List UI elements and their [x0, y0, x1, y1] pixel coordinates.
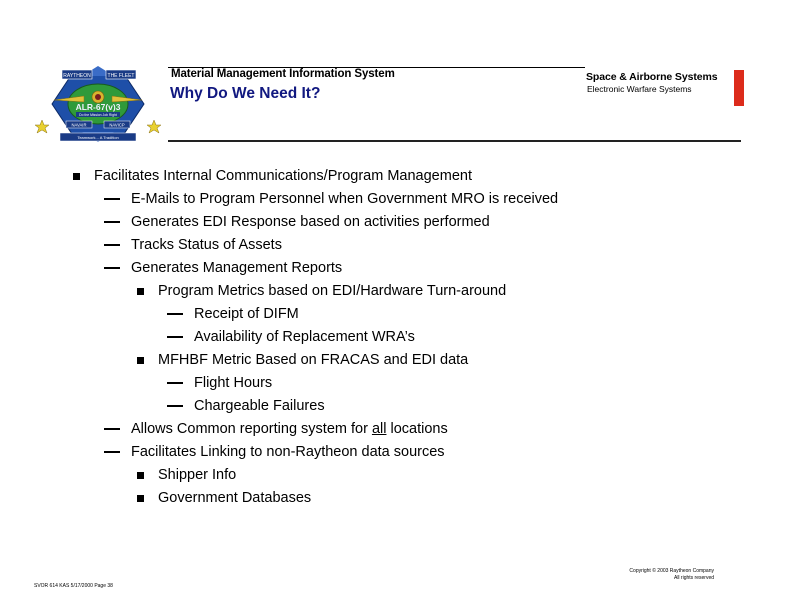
dash-bullet-icon — [104, 267, 120, 269]
footer-page-ref: SVOR 614 KAS 5/17/2000 Page 38 — [34, 583, 113, 589]
bullet-item — [137, 489, 311, 507]
square-bullet-icon — [137, 357, 144, 364]
bullet-text: Shipper Info — [158, 467, 237, 483]
square-bullet-icon — [137, 288, 144, 295]
bullet-text: Facilitates Internal Communications/Program Management — [94, 168, 472, 184]
system-title: Material Management Information System — [171, 68, 395, 80]
bullet-item — [73, 167, 472, 185]
program-logo — [32, 66, 164, 142]
logo-bottom: Teamwork... A Tradition — [77, 135, 119, 140]
brand-accent-bar — [734, 70, 744, 106]
bullet-text: Generates Management Reports — [131, 260, 343, 276]
bullet-text: Allows Common reporting system for all locations — [131, 421, 448, 437]
copyright-notice — [560, 568, 714, 582]
bullet-item — [137, 466, 236, 484]
logo-top-right: THE FLEET — [107, 73, 135, 79]
bullet-text: Generates EDI Response based on activities performed — [131, 214, 490, 230]
dash-bullet-icon — [167, 336, 183, 338]
bullet-item — [167, 397, 325, 415]
bullet-item — [104, 259, 342, 277]
bullet-text: Government Databases — [158, 490, 312, 506]
square-bullet-icon — [137, 472, 144, 479]
bullet-text: Receipt of DIFM — [194, 306, 299, 322]
brand-line-1: Space & Airborne Systems — [586, 71, 718, 83]
dash-bullet-icon — [167, 405, 183, 407]
logo-mid-right: NAVICP — [109, 122, 125, 128]
bullet-text: Chargeable Failures — [194, 398, 325, 414]
bullet-item — [137, 282, 506, 300]
bullet-text: E-Mails to Program Personnel when Government MRO is received — [131, 191, 559, 207]
dash-bullet-icon — [104, 428, 120, 430]
bullet-text: Program Metrics based on EDI/Hardware Turn-around — [158, 283, 507, 299]
bullet-text: Flight Hours — [194, 375, 273, 391]
square-bullet-icon — [137, 495, 144, 502]
bullet-item — [137, 351, 468, 369]
bullet-item — [167, 374, 272, 392]
dash-bullet-icon — [104, 198, 120, 200]
logo-sub: Do the Mission Job Right — [79, 113, 117, 117]
square-bullet-icon — [73, 173, 80, 180]
brand-line-2: Electronic Warfare Systems — [587, 84, 692, 94]
copyright-line: Copyright © 2003 Raytheon Company — [629, 568, 714, 574]
bullet-item — [167, 328, 415, 346]
bullet-item — [104, 213, 490, 231]
dash-bullet-icon — [104, 451, 120, 453]
dash-bullet-icon — [104, 244, 120, 246]
bullet-text: Availability of Replacement WRA’s — [194, 329, 415, 345]
logo-main: ALR-67(v)3 — [75, 102, 121, 112]
header-rule-bottom — [168, 140, 741, 142]
bullet-item — [104, 236, 282, 254]
logo-top-left: RAYTHEON — [63, 73, 91, 79]
dash-bullet-icon — [104, 221, 120, 223]
slide-title: Why Do We Need It? — [170, 85, 321, 102]
bullet-item — [104, 190, 558, 208]
bullet-text: Facilitates Linking to non-Raytheon data sources — [131, 444, 445, 460]
bullet-text: Tracks Status of Assets — [131, 237, 282, 253]
dash-bullet-icon — [167, 382, 183, 384]
bullet-item — [167, 305, 299, 323]
bullet-text: MFHBF Metric Based on FRACAS and EDI data — [158, 352, 469, 368]
bullet-item — [104, 443, 445, 461]
dash-bullet-icon — [167, 313, 183, 315]
rights-line: All rights reserved — [673, 575, 714, 581]
bullet-item — [104, 420, 448, 438]
logo-mid-left: NAVAIR — [71, 122, 87, 128]
